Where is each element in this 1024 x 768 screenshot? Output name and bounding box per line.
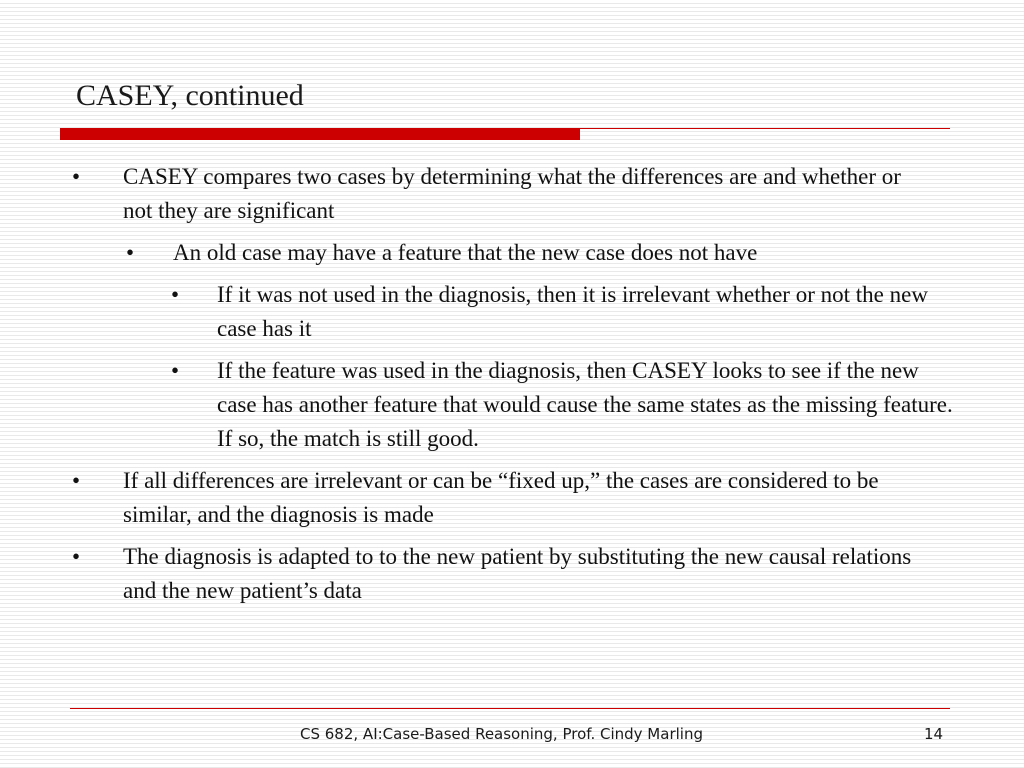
bullet-glyph: •	[71, 164, 81, 189]
footer-rule	[70, 708, 950, 709]
title-underline-thick	[60, 128, 580, 140]
bullet-item	[0, 278, 1024, 346]
bullet-list	[0, 160, 1024, 616]
page-number: 14	[924, 725, 944, 743]
bullet-glyph: •	[71, 544, 81, 569]
bullet-text: If all differences are irrelevant or can be “fixed up,” the cases are considered to be similar, and the diagnosis is made	[123, 468, 879, 527]
bullet-text: If the feature was used in the diagnosis, then CASEY looks to see if the new case has another feature that would cause the same states as the missing feature. If so, the match is still good.	[217, 358, 953, 451]
bullet-item	[0, 160, 1024, 228]
bullet-text: If it was not used in the diagnosis, then it is irrelevant whether or not the new case has it	[217, 282, 928, 341]
bullet-text: The diagnosis is adapted to to the new patient by substituting the new causal relations and the new patient’s data	[123, 544, 912, 603]
bullet-item	[0, 464, 1024, 532]
slide-title: CASEY, continued	[76, 79, 304, 112]
bullet-text: CASEY compares two cases by determining what the differences are and whether or not they are significant	[123, 164, 901, 223]
bullet-item	[0, 354, 1024, 456]
bullet-text: An old case may have a feature that the new case does not have	[173, 240, 758, 265]
bullet-glyph: •	[71, 468, 81, 493]
bullet-glyph: •	[125, 240, 135, 265]
bullet-item	[0, 236, 1024, 270]
bullet-item	[0, 540, 1024, 608]
bullet-glyph: •	[170, 358, 180, 383]
footer-text: CS 682, AI:Case-Based Reasoning, Prof. Cindy Marling	[300, 725, 703, 743]
bullet-glyph: •	[170, 282, 180, 307]
title-underline-thin	[580, 128, 950, 129]
